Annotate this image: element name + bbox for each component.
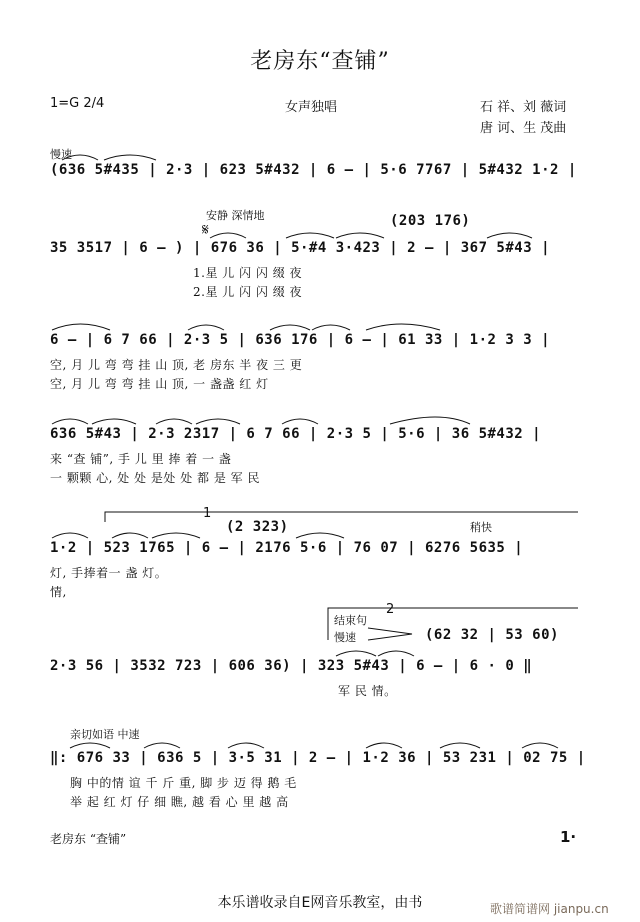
tempo-marking-faster: 稍快 [470, 521, 492, 534]
lyrics-row-5-verse-1: 灯, 手捧着一 盏 灯。 [50, 566, 168, 580]
ending-marking: 结束句 [334, 614, 367, 627]
lyrics-row-4-verse-1: 来 “查 铺”, 手 儿 里 捧 着 一 盏 [50, 452, 232, 466]
composer-credit: 唐 诃、生 茂曲 [480, 121, 567, 136]
score-row-5: 1·2 | 523 1765 | 6 – | 2176 5·6 | 76 07 | 6276 5635 | [50, 540, 524, 556]
volta-1-label: 1 [203, 506, 212, 521]
lyrics-row-4-verse-2: 一 颗颗 心, 处 处 是处 处 都 是 军 民 [50, 471, 260, 485]
lyrics-row-5-verse-2: 情, [50, 585, 67, 599]
score-row-3: 6 – | 6 7 66 | 2·3 5 | 636 176 | 6 – | 61 33 | 1·2 3 3 | [50, 332, 551, 348]
ending-intro-notes: (62 32 | 53 60) [425, 627, 559, 643]
lyrics-row-2-verse-2: 2.星 儿 闪 闪 缀 夜 [193, 285, 303, 299]
expression-marking: 安静 深情地 [206, 209, 265, 222]
page-title: 老房东“查铺” [250, 49, 390, 74]
tempo-marking-slow: 慢速 [334, 631, 356, 644]
lyrics-row-7-verse-1: 胸 中的情 谊 千 斤 重, 脚 步 迈 得 鹅 毛 [70, 776, 297, 790]
intro-notes: (203 176) [390, 213, 471, 229]
performance-type: 女声独唱 [285, 100, 338, 115]
tempo-marking: 慢速 [50, 148, 72, 161]
watermark: 歌谱简谱网 jianpu.cn [490, 902, 609, 916]
score-row-4: 636 5#43 | 2·3 2317 | 6 7 66 | 2·3 5 | 5·6 | 36 5#432 | [50, 426, 542, 442]
lyricist-credit: 石 祥、刘 薇词 [480, 100, 567, 115]
segno-icon: 𝄋 [202, 220, 209, 239]
score-row-1: (636 5#435 | 2·3 | 623 5#432 | 6 – | 5·6 7767 | 5#432 1·2 | [50, 162, 577, 178]
lyrics-row-3-verse-1: 空, 月 儿 弯 弯 挂 山 顶, 老 房东 半 夜 三 更 [50, 358, 303, 372]
score-row-2: 35 3517 | 6 – ) | 676 36 | 5·#4 3·423 | 2 – | 367 5#43 | [50, 240, 551, 256]
bridge-notes: (2 323) [226, 519, 289, 535]
volta-2-label: 2 [386, 602, 395, 617]
lyrics-row-7-verse-2: 举 起 红 灯 仔 细 瞧, 越 看 心 里 越 高 [70, 795, 289, 809]
score-row-7: ‖: 676 33 | 636 5 | 3·5 31 | 2 – | 1·2 36 | 53 231 | 02 75 | [50, 750, 586, 766]
footer-song-title: 老房东 “查铺” [50, 832, 127, 846]
expression-marking-verse: 亲切如语 中速 [70, 728, 140, 741]
key-signature: 1=G 2/4 [50, 96, 105, 111]
score-row-6: 2·3 56 | 3532 723 | 606 36) | 323 5#43 | 6 – | 6 · 0 ‖ [50, 658, 533, 674]
lyrics-row-3-verse-2: 空, 月 儿 弯 弯 挂 山 顶, 一 盏盏 红 灯 [50, 377, 269, 391]
lyrics-row-2-verse-1: 1.星 儿 闪 闪 缀 夜 [193, 266, 303, 280]
lyrics-row-6: 军 民 情。 [338, 684, 397, 698]
source-credit: 本乐谱收录自E网音乐教室，由书 [217, 895, 423, 911]
page-number: 1· [560, 828, 577, 846]
